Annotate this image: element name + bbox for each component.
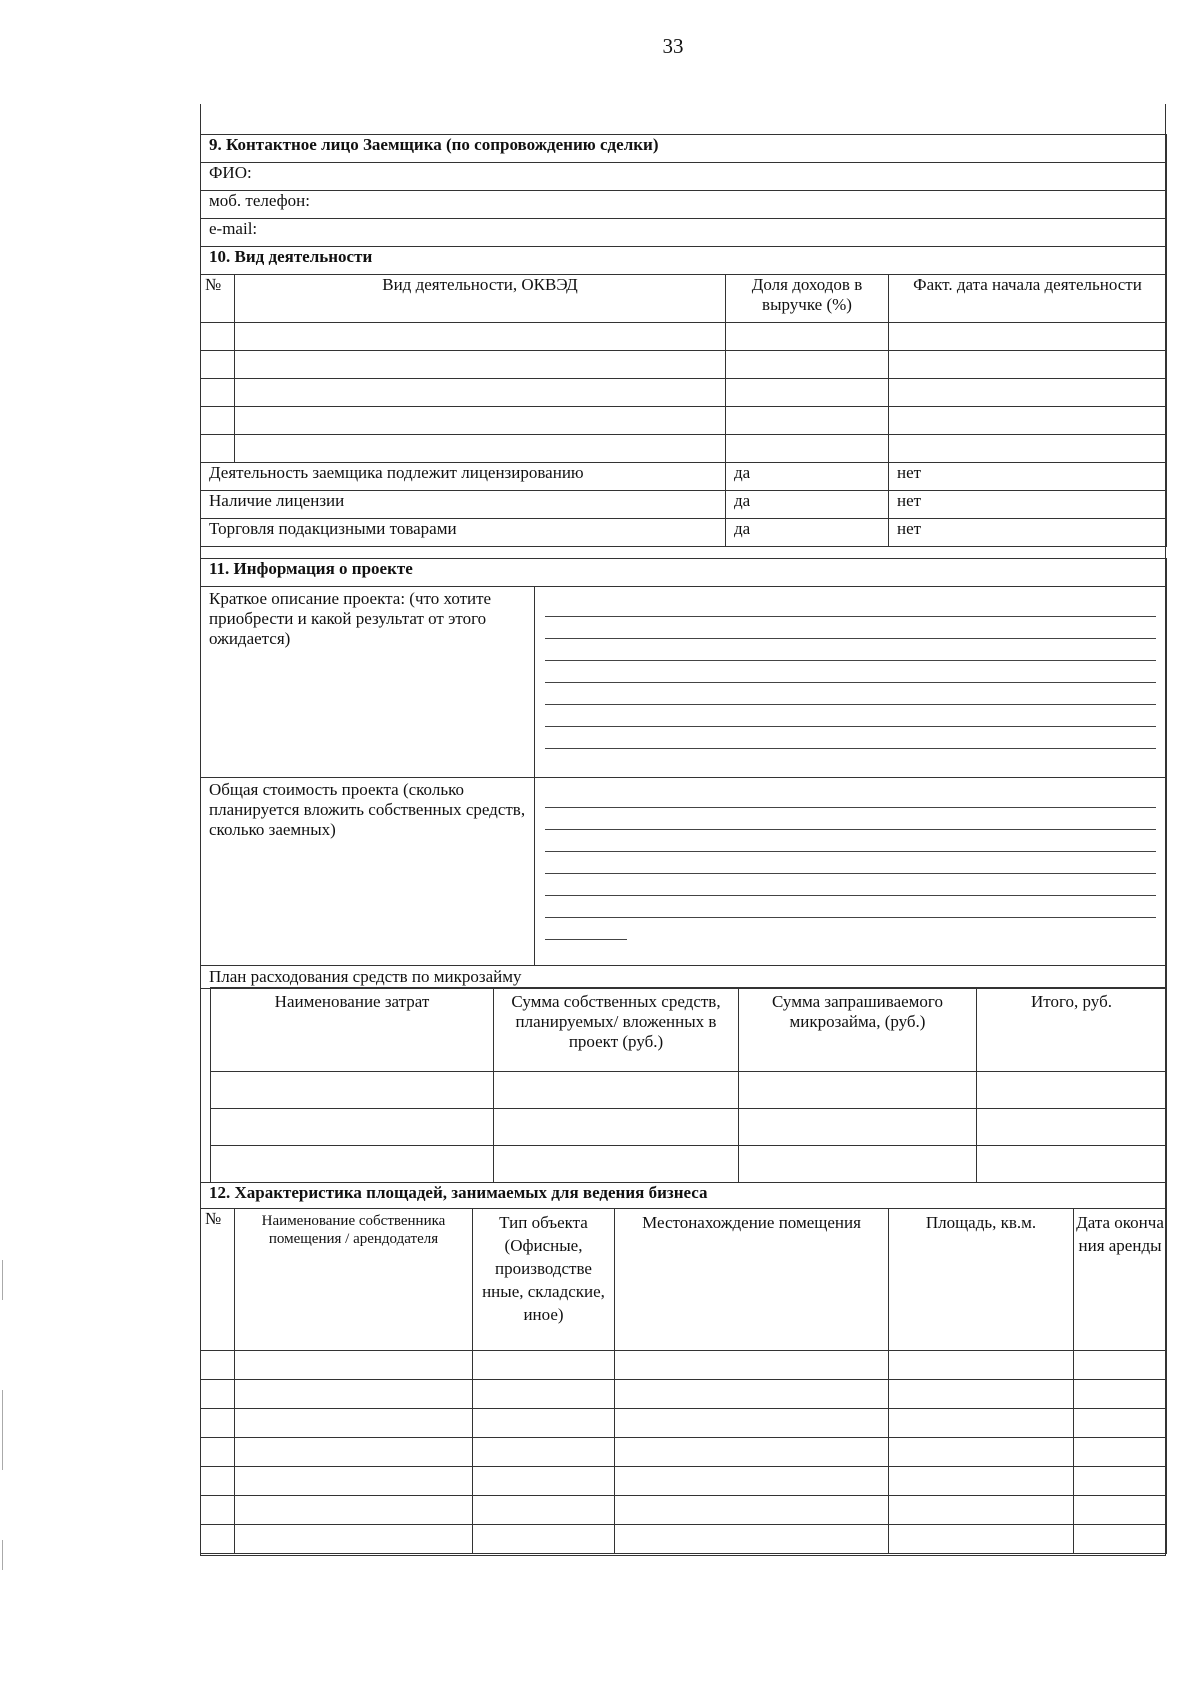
project-info-table <box>200 558 1167 966</box>
table-row <box>201 435 1167 463</box>
premises-col-location: Местонахождение помещения <box>615 1209 889 1351</box>
project-cost-label: Общая стоимость проекта (сколько планируется вложить собственных средств, сколько заемных) <box>201 778 535 966</box>
activity-table <box>200 246 1167 547</box>
page-number: 33 <box>662 34 684 58</box>
table-row <box>201 1380 1167 1409</box>
premises-col-lease-end: Дата оконча ния аренды <box>1074 1209 1167 1351</box>
section-12-title: 12. Характеристика площадей, занимаемых для ведения бизнеса <box>201 1183 1167 1209</box>
table-row <box>201 1525 1167 1554</box>
mobile-phone-field[interactable]: моб. телефон: <box>201 191 1167 219</box>
license-present-yes[interactable]: да <box>726 491 889 519</box>
premises-col-area: Площадь, кв.м. <box>889 1209 1074 1351</box>
project-description-lines[interactable] <box>535 587 1167 778</box>
table-row <box>211 1109 1167 1146</box>
table-row <box>201 379 1167 407</box>
project-description-label: Краткое описание проекта: (что хотите приобрести и какой результат от этого ожидается) <box>201 587 535 778</box>
table-row <box>201 1496 1167 1525</box>
excise-trade-no[interactable]: нет <box>889 519 1167 547</box>
fio-field[interactable]: ФИО: <box>201 163 1167 191</box>
excise-trade-label: Торговля подакцизными товарами <box>201 519 726 547</box>
table-row <box>201 351 1167 379</box>
license-present-label: Наличие лицензии <box>201 491 726 519</box>
form-bottom-border <box>200 1555 1166 1556</box>
license-required-yes[interactable]: да <box>726 463 889 491</box>
activity-col-income-share: Доля доходов в выручке (%) <box>726 275 889 323</box>
license-present-no[interactable]: нет <box>889 491 1167 519</box>
plan-col-expense-name: Наименование затрат <box>211 988 494 1072</box>
excise-trade-yes[interactable]: да <box>726 519 889 547</box>
activity-col-okved: Вид деятельности, ОКВЭД <box>235 275 726 323</box>
premises-table <box>200 1182 1167 1554</box>
table-row <box>211 1072 1167 1109</box>
premises-col-object-type: Тип объекта (Офисные, производстве нные, складские, иное) <box>473 1209 615 1351</box>
premises-col-owner: Наименование собственника помещения / арендодателя <box>235 1209 473 1351</box>
license-required-label: Деятельность заемщика подлежит лицензированию <box>201 463 726 491</box>
scan-artifact <box>2 1390 3 1470</box>
table-row <box>211 1146 1167 1183</box>
project-cost-lines[interactable] <box>535 778 1167 966</box>
contact-person-table <box>200 134 1167 247</box>
activity-col-number: № <box>201 275 235 323</box>
table-row <box>201 1351 1167 1380</box>
table-row <box>201 407 1167 435</box>
activity-col-start-date: Факт. дата начала деятельности <box>889 275 1167 323</box>
table-row <box>201 1438 1167 1467</box>
microloan-plan-table <box>200 965 1167 989</box>
section-9-title: 9. Контактное лицо Заемщика (по сопровождению сделки) <box>201 135 1167 163</box>
section-11-title: 11. Информация о проекте <box>201 559 1167 587</box>
plan-col-requested-loan: Сумма запрашиваемого микрозайма, (руб.) <box>739 988 977 1072</box>
premises-col-number: № <box>201 1209 235 1351</box>
expense-plan-table <box>210 987 1167 1183</box>
plan-col-total: Итого, руб. <box>977 988 1167 1072</box>
table-row <box>201 1467 1167 1496</box>
table-row <box>201 323 1167 351</box>
table-row <box>201 1409 1167 1438</box>
email-field[interactable]: e-mail: <box>201 219 1167 247</box>
application-form <box>200 104 1166 1556</box>
section-10-title: 10. Вид деятельности <box>201 247 1167 275</box>
scan-artifact <box>2 1260 3 1300</box>
plan-col-own-funds: Сумма собственных средств, планируемых/ вложенных в проект (руб.) <box>494 988 739 1072</box>
license-required-no[interactable]: нет <box>889 463 1167 491</box>
microloan-plan-label: План расходования средств по микрозайму <box>201 966 1167 989</box>
scan-artifact <box>2 1540 3 1570</box>
